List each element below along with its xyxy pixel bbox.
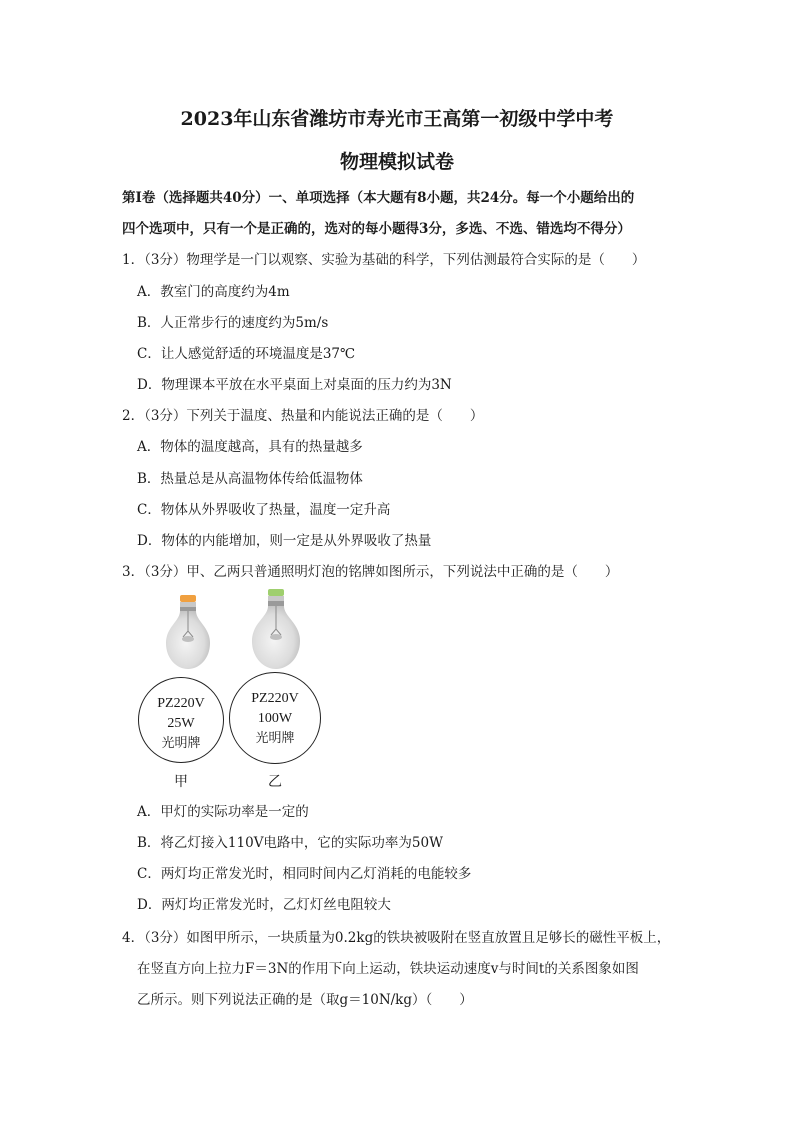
question-1-option-a: A．教室门的高度约为4m bbox=[137, 284, 290, 300]
question-3-option-c: C．两灯均正常发光时，相同时间内乙灯消耗的电能较多 bbox=[137, 866, 472, 882]
nameplate-yi-power: 100W bbox=[257, 711, 293, 726]
question-3-option-d: D．两灯均正常发光时，乙灯灯丝电阻较大 bbox=[137, 897, 391, 913]
section-instructions-line2: 四个选项中，只有一个是正确的，选对的每小题得3分，多选、不选、错选均不得分） bbox=[122, 221, 631, 237]
question-1-option-c: C．让人感觉舒适的环境温度是37℃ bbox=[137, 346, 356, 362]
question-4-stem-line2: 在竖直方向上拉力F＝3N的作用下向上运动，铁块运动速度v与时间t的关系图象如图 bbox=[137, 961, 639, 977]
question-4-stem-line1: 4．（3分）如图甲所示，一块质量为0.2kg的铁块被吸附在竖直放置且足够长的磁性平板上， bbox=[122, 930, 671, 946]
nameplate-yi bbox=[229, 672, 321, 764]
section-instructions-line1: 第Ⅰ卷（选择题共40分）一、单项选择（本大题有8小题，共24分。每一个小题给出的 bbox=[122, 190, 635, 206]
question-2-option-d: D．物体的内能增加，则一定是从外界吸收了热量 bbox=[137, 533, 432, 549]
exam-title-line1: 2023年山东省潍坊市寿光市王高第一初级中学中考 bbox=[180, 108, 614, 130]
exam-title-line2: 物理模拟试卷 bbox=[339, 151, 454, 173]
question-3-option-b: B．将乙灯接入110V电路中，它的实际功率为50W bbox=[137, 835, 443, 851]
question-3-option-a: A．甲灯的实际功率是一定的 bbox=[137, 804, 309, 820]
question-2-option-c: C．物体从外界吸收了热量，温度一定升高 bbox=[137, 502, 391, 518]
bulb-jia-icon bbox=[158, 593, 218, 673]
question-1-option-b: B．人正常步行的速度约为5m/s bbox=[137, 315, 329, 331]
nameplate-yi-brand: 光明牌 bbox=[255, 731, 295, 746]
question-1-stem: 1．（3分）物理学是一门以观察、实验为基础的科学，下列估测最符合实际的是（ ） bbox=[122, 252, 646, 268]
question-2-stem: 2．（3分）下列关于温度、热量和内能说法正确的是（ ） bbox=[122, 408, 484, 424]
nameplate-jia-model: PZ220V bbox=[157, 696, 205, 711]
nameplate-yi-model: PZ220V bbox=[251, 691, 299, 706]
question-4-stem-line3: 乙所示。则下列说法正确的是（取g＝10N/kg）（ ） bbox=[137, 992, 473, 1008]
question-3-stem: 3．（3分）甲、乙两只普通照明灯泡的铭牌如图所示，下列说法中正确的是（ ） bbox=[122, 564, 619, 580]
figure-label-jia: 甲 bbox=[174, 774, 188, 790]
nameplate-jia bbox=[138, 677, 224, 763]
question-2-option-b: B．热量总是从高温物体传给低温物体 bbox=[137, 471, 363, 487]
figure-label-yi: 乙 bbox=[268, 774, 282, 790]
question-2-option-a: A．物体的温度越高，具有的热量越多 bbox=[137, 439, 363, 455]
nameplate-jia-power: 25W bbox=[167, 716, 195, 731]
bulb-yi-icon bbox=[244, 587, 308, 673]
nameplate-jia-brand: 光明牌 bbox=[161, 736, 201, 751]
question-1-option-d: D．物理课本平放在水平桌面上对桌面的压力约为3N bbox=[137, 377, 452, 393]
